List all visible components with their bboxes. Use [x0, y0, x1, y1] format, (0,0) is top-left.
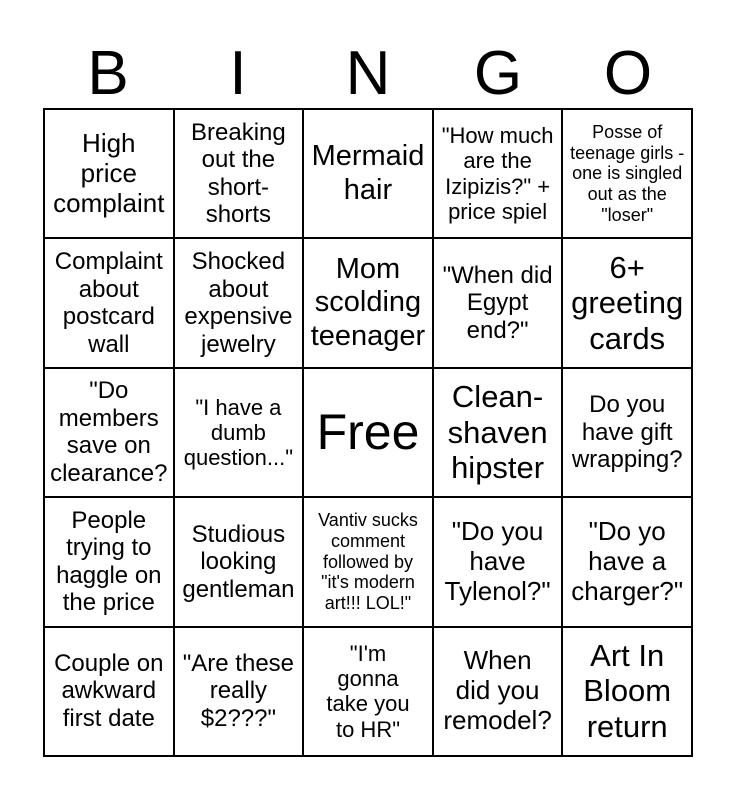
bingo-cell[interactable]: [433, 627, 563, 756]
bingo-cell[interactable]: [433, 109, 563, 238]
bingo-cell[interactable]: [44, 497, 174, 626]
cell-label: People trying to haggle on the price: [56, 506, 162, 617]
header-letter-o: O: [603, 39, 653, 108]
cell-label: "Do you have Tylenol?": [444, 516, 551, 606]
bingo-cell[interactable]: [174, 368, 304, 497]
header-letter-b: B: [87, 39, 129, 108]
bingo-cell[interactable]: [562, 368, 692, 497]
cell-label: "Are these really $2???": [182, 649, 295, 733]
bingo-cell[interactable]: [562, 627, 692, 756]
cell-label: Complaint about postcard wall: [54, 247, 163, 358]
header-letter-n: N: [345, 39, 391, 108]
bingo-cell[interactable]: [562, 109, 692, 238]
header-letter-g: G: [473, 39, 523, 108]
cell-label: Clean- shaven hipster: [447, 379, 548, 486]
bingo-cell[interactable]: [562, 497, 692, 626]
bingo-cell[interactable]: [174, 238, 304, 367]
bingo-cell[interactable]: [303, 497, 433, 626]
bingo-cell[interactable]: [44, 238, 174, 367]
bingo-cell[interactable]: [44, 368, 174, 497]
cell-label: Mom scolding teenager: [310, 253, 426, 352]
bingo-cell[interactable]: [562, 238, 692, 367]
cell-label: "How much are the Izipizis?" + price spiel: [441, 123, 554, 224]
bingo-cell[interactable]: [174, 109, 304, 238]
cell-label: Posse of teenage girls - one is singled out as the "loser": [570, 121, 685, 225]
cell-label: "Do yo have a charger?": [571, 516, 684, 606]
cell-label: Breaking out the short- shorts: [191, 118, 286, 229]
bingo-cell[interactable]: [303, 627, 433, 756]
cell-label: "When did Egypt end?": [442, 261, 553, 344]
cell-label: "I'm gonna take you to HR": [326, 640, 410, 742]
cell-label: High price complaint: [53, 127, 165, 218]
bingo-cell[interactable]: [303, 238, 433, 367]
cell-label: "I have a dumb question...": [183, 394, 294, 471]
cell-label: Art In Bloom return: [583, 637, 672, 745]
bingo-cell[interactable]: [174, 627, 304, 756]
free-space[interactable]: [303, 368, 433, 497]
cell-label: Do you have gift wrapping?: [571, 391, 683, 474]
bingo-cell[interactable]: [44, 109, 174, 238]
bingo-cell[interactable]: [303, 109, 433, 238]
cell-label: Couple on awkward first date: [54, 649, 164, 733]
cell-label: Studious looking gentleman: [182, 520, 295, 603]
cell-label: Mermaid hair: [311, 140, 425, 206]
bingo-cell[interactable]: [433, 497, 563, 626]
cell-label: 6+ greeting cards: [571, 249, 684, 356]
bingo-board: [43, 108, 693, 757]
cell-label: Shocked about expensive jewelry: [184, 247, 293, 358]
header-letter-i: I: [229, 39, 247, 108]
cell-label: Vantiv sucks comment followed by "it's modern art!!! LOL!": [318, 510, 418, 613]
bingo-cell[interactable]: [174, 497, 304, 626]
bingo-cell[interactable]: [433, 238, 563, 367]
cell-label: When did you remodel?: [443, 645, 552, 736]
free-space-label: Free: [316, 403, 420, 460]
bingo-header: [43, 40, 693, 108]
bingo-cell[interactable]: [433, 368, 563, 497]
cell-label: "Do members save on clearance?: [50, 377, 168, 488]
bingo-cell[interactable]: [44, 627, 174, 756]
